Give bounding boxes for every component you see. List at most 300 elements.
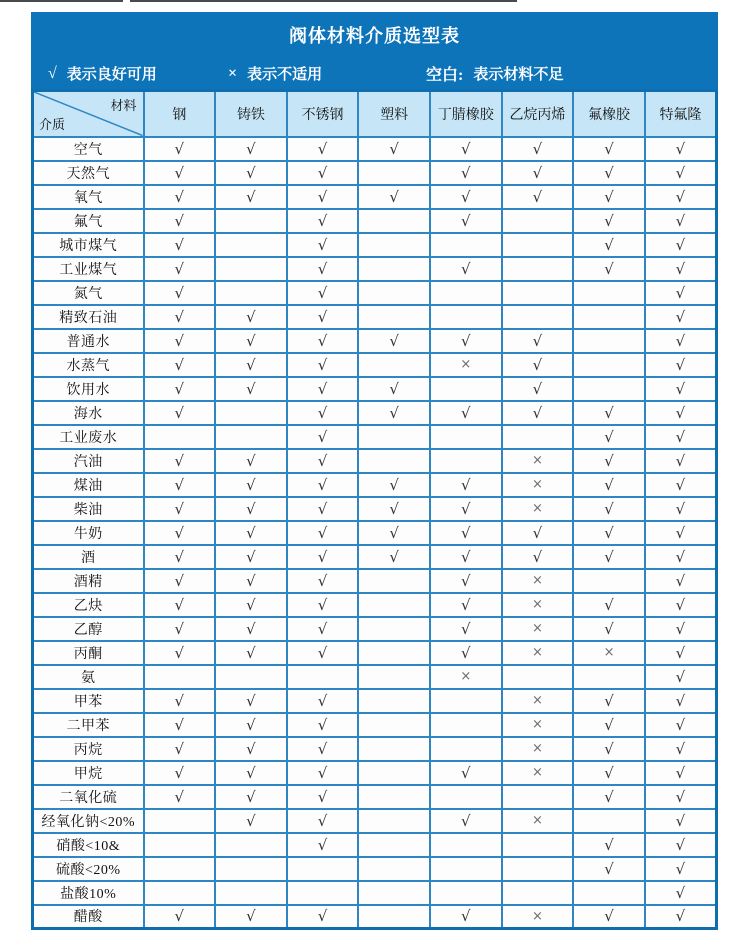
blank-cell [502, 857, 574, 881]
medium-label: 甲烷 [33, 761, 144, 785]
check-mark: √ [358, 329, 430, 353]
blank-cell [502, 833, 574, 857]
column-header-8: 特氟隆 [645, 91, 717, 137]
check-mark: √ [430, 185, 502, 209]
blank-cell [287, 665, 359, 689]
check-mark: √ [430, 761, 502, 785]
legend-item-unsuitable [228, 63, 378, 84]
check-mark: √ [144, 281, 216, 305]
corner-material-label: 材料 [110, 98, 137, 113]
blank-cell [430, 857, 502, 881]
table-row [33, 809, 717, 833]
check-mark: √ [573, 761, 645, 785]
blank-cell [358, 785, 430, 809]
check-mark: √ [502, 401, 574, 425]
legend-good-text: 表示良好可用 [66, 67, 157, 83]
table-row [33, 473, 717, 497]
check-mark: √ [287, 641, 359, 665]
check-mark: √ [573, 209, 645, 233]
check-mark: √ [573, 473, 645, 497]
check-mark: √ [645, 137, 717, 161]
medium-label: 煤油 [33, 473, 144, 497]
check-mark: √ [430, 905, 502, 929]
blank-cell [430, 233, 502, 257]
check-mark: √ [358, 521, 430, 545]
check-mark: √ [144, 305, 216, 329]
medium-label: 普通水 [33, 329, 144, 353]
table-row [33, 713, 717, 737]
page-title: 阀体材料介质选型表 [289, 26, 460, 46]
table-row [33, 497, 717, 521]
check-mark: √ [144, 161, 216, 185]
medium-label: 经氧化钠<20% [33, 809, 144, 833]
check-mark: √ [573, 401, 645, 425]
column-header-2: 铸铁 [215, 91, 287, 137]
blank-cell [287, 881, 359, 905]
table-row [33, 401, 717, 425]
check-mark: √ [645, 305, 717, 329]
check-mark: √ [358, 401, 430, 425]
blank-cell [358, 713, 430, 737]
check-mark: √ [645, 449, 717, 473]
table-row [33, 617, 717, 641]
blank-cell [215, 665, 287, 689]
check-mark: √ [215, 713, 287, 737]
blank-cell [573, 809, 645, 833]
cross-mark: × [502, 689, 574, 713]
check-mark: √ [358, 185, 430, 209]
legend-row [31, 62, 718, 85]
legend-blank-text: 表示材料不足 [473, 67, 564, 83]
blank-cell [215, 881, 287, 905]
blank-cell [358, 161, 430, 185]
blank-cell [215, 281, 287, 305]
blank-cell [573, 665, 645, 689]
check-mark: √ [645, 329, 717, 353]
blank-cell [502, 209, 574, 233]
blank-cell [358, 761, 430, 785]
check-mark: √ [287, 209, 359, 233]
medium-label: 氟气 [33, 209, 144, 233]
check-mark: √ [144, 905, 216, 929]
material-medium-table [31, 89, 718, 930]
blank-cell [144, 833, 216, 857]
medium-label: 工业煤气 [33, 257, 144, 281]
check-mark: √ [287, 905, 359, 929]
check-mark: √ [144, 401, 216, 425]
medium-label: 天然气 [33, 161, 144, 185]
blank-cell [358, 809, 430, 833]
blank-cell [144, 809, 216, 833]
legend-item-good [48, 63, 228, 84]
cross-mark: × [502, 569, 574, 593]
check-mark: √ [645, 761, 717, 785]
check-mark: √ [573, 833, 645, 857]
blank-cell [144, 857, 216, 881]
check-mark: √ [645, 857, 717, 881]
check-mark: √ [573, 449, 645, 473]
screenshot-edge-artifact [130, 0, 517, 2]
check-mark: √ [287, 785, 359, 809]
check-mark: √ [430, 545, 502, 569]
check-mark: √ [645, 209, 717, 233]
medium-label: 汽油 [33, 449, 144, 473]
medium-label: 饮用水 [33, 377, 144, 401]
table-row [33, 305, 717, 329]
cross-legend-icon: × [228, 64, 238, 82]
check-mark: √ [573, 689, 645, 713]
cross-mark: × [502, 473, 574, 497]
cross-mark: × [502, 737, 574, 761]
check-mark: √ [430, 521, 502, 545]
check-mark: √ [502, 329, 574, 353]
check-mark: √ [287, 761, 359, 785]
medium-label: 水蒸气 [33, 353, 144, 377]
table-row [33, 353, 717, 377]
cross-mark: × [502, 641, 574, 665]
check-mark: √ [215, 497, 287, 521]
check-mark: √ [287, 473, 359, 497]
table-row [33, 641, 717, 665]
table-row [33, 545, 717, 569]
header-row [33, 91, 717, 137]
medium-label: 精致石油 [33, 305, 144, 329]
blank-cell [502, 233, 574, 257]
check-mark: √ [287, 185, 359, 209]
check-mark: √ [573, 233, 645, 257]
check-mark: √ [645, 593, 717, 617]
check-mark: √ [573, 497, 645, 521]
table-row [33, 521, 717, 545]
check-mark: √ [287, 545, 359, 569]
check-mark: √ [645, 545, 717, 569]
check-mark: √ [645, 497, 717, 521]
blank-legend-label: 空白: [426, 67, 464, 84]
blank-cell [573, 329, 645, 353]
check-mark: √ [144, 257, 216, 281]
check-mark: √ [645, 809, 717, 833]
table-row [33, 857, 717, 881]
table-row [33, 281, 717, 305]
blank-cell [430, 737, 502, 761]
corner-medium-label: 介质 [39, 116, 66, 132]
medium-label: 硝酸<10& [33, 833, 144, 857]
table-row [33, 425, 717, 449]
column-header-7: 氟橡胶 [573, 91, 645, 137]
check-mark: √ [144, 449, 216, 473]
table-row [33, 161, 717, 185]
column-header-3: 不锈钢 [287, 91, 359, 137]
check-mark: √ [573, 593, 645, 617]
check-mark: √ [502, 161, 574, 185]
blank-cell [358, 689, 430, 713]
medium-label: 氨 [33, 665, 144, 689]
check-mark: √ [144, 329, 216, 353]
medium-label: 乙炔 [33, 593, 144, 617]
blank-cell [430, 833, 502, 857]
check-mark: √ [287, 137, 359, 161]
check-mark: √ [430, 569, 502, 593]
blank-cell [573, 881, 645, 905]
blank-cell [358, 569, 430, 593]
blank-cell [502, 425, 574, 449]
check-mark: √ [645, 353, 717, 377]
check-mark: √ [430, 257, 502, 281]
check-mark: √ [287, 833, 359, 857]
table-row [33, 689, 717, 713]
check-mark: √ [287, 305, 359, 329]
blank-cell [573, 305, 645, 329]
check-mark: √ [645, 377, 717, 401]
title-band [31, 12, 718, 89]
check-mark: √ [287, 377, 359, 401]
blank-cell [573, 353, 645, 377]
check-mark: √ [144, 137, 216, 161]
check-mark: √ [645, 185, 717, 209]
table-row [33, 665, 717, 689]
check-legend-icon: √ [48, 64, 57, 82]
check-mark: √ [573, 737, 645, 761]
check-mark: √ [573, 713, 645, 737]
table-row [33, 905, 717, 929]
check-mark: √ [645, 233, 717, 257]
blank-cell [358, 353, 430, 377]
check-mark: √ [144, 233, 216, 257]
check-mark: √ [144, 209, 216, 233]
check-mark: √ [215, 689, 287, 713]
check-mark: √ [215, 161, 287, 185]
blank-cell [358, 257, 430, 281]
medium-label: 酒精 [33, 569, 144, 593]
blank-cell [358, 449, 430, 473]
medium-label: 氧气 [33, 185, 144, 209]
blank-cell [358, 305, 430, 329]
legend-unsuitable-text: 表示不适用 [247, 67, 323, 83]
cross-mark: × [502, 497, 574, 521]
check-mark: √ [573, 521, 645, 545]
blank-cell [358, 209, 430, 233]
blank-cell [358, 233, 430, 257]
cross-mark: × [502, 449, 574, 473]
blank-cell [358, 857, 430, 881]
medium-label: 城市煤气 [33, 233, 144, 257]
blank-cell [573, 281, 645, 305]
cross-mark: × [502, 809, 574, 833]
cross-mark: × [502, 761, 574, 785]
check-mark: √ [573, 857, 645, 881]
check-mark: √ [573, 257, 645, 281]
cross-mark: × [430, 665, 502, 689]
blank-cell [358, 641, 430, 665]
check-mark: √ [287, 281, 359, 305]
table-row [33, 881, 717, 905]
check-mark: √ [215, 521, 287, 545]
medium-label: 柴油 [33, 497, 144, 521]
check-mark: √ [215, 185, 287, 209]
check-mark: √ [215, 569, 287, 593]
cross-mark: × [502, 593, 574, 617]
check-mark: √ [430, 593, 502, 617]
check-mark: √ [358, 137, 430, 161]
blank-cell [430, 689, 502, 713]
medium-label: 工业废水 [33, 425, 144, 449]
check-mark: √ [430, 641, 502, 665]
blank-cell [358, 281, 430, 305]
table-row [33, 329, 717, 353]
check-mark: √ [645, 281, 717, 305]
table-row [33, 569, 717, 593]
check-mark: √ [215, 449, 287, 473]
medium-label: 醋酸 [33, 905, 144, 929]
check-mark: √ [215, 377, 287, 401]
blank-cell [144, 425, 216, 449]
blank-cell [430, 305, 502, 329]
check-mark: √ [215, 761, 287, 785]
check-mark: √ [144, 185, 216, 209]
check-mark: √ [287, 617, 359, 641]
check-mark: √ [287, 401, 359, 425]
check-mark: √ [215, 329, 287, 353]
medium-label: 甲苯 [33, 689, 144, 713]
medium-label: 硫酸<20% [33, 857, 144, 881]
check-mark: √ [287, 257, 359, 281]
blank-cell [430, 377, 502, 401]
check-mark: √ [502, 521, 574, 545]
media-table-body [33, 137, 717, 929]
check-mark: √ [144, 689, 216, 713]
blank-cell [430, 881, 502, 905]
check-mark: √ [144, 761, 216, 785]
table-row [33, 737, 717, 761]
check-mark: √ [573, 425, 645, 449]
table-row [33, 593, 717, 617]
column-header-5: 丁腈橡胶 [430, 91, 502, 137]
check-mark: √ [144, 497, 216, 521]
medium-label: 乙醇 [33, 617, 144, 641]
column-header-1: 钢 [144, 91, 216, 137]
check-mark: √ [215, 905, 287, 929]
medium-label: 盐酸10% [33, 881, 144, 905]
column-header-4: 塑料 [358, 91, 430, 137]
screenshot-edge-artifact [0, 0, 123, 2]
check-mark: √ [645, 713, 717, 737]
check-mark: √ [287, 233, 359, 257]
check-mark: √ [287, 521, 359, 545]
check-mark: √ [645, 569, 717, 593]
check-mark: √ [645, 425, 717, 449]
blank-cell [573, 377, 645, 401]
check-mark: √ [215, 617, 287, 641]
table-header [33, 91, 717, 137]
check-mark: √ [287, 161, 359, 185]
check-mark: √ [645, 881, 717, 905]
table-row [33, 233, 717, 257]
blank-cell [430, 449, 502, 473]
check-mark: √ [430, 137, 502, 161]
medium-label: 酒 [33, 545, 144, 569]
check-mark: √ [144, 377, 216, 401]
check-mark: √ [645, 737, 717, 761]
blank-cell [215, 233, 287, 257]
blank-cell [144, 665, 216, 689]
check-mark: √ [502, 137, 574, 161]
check-mark: √ [645, 665, 717, 689]
medium-label: 牛奶 [33, 521, 144, 545]
check-mark: √ [573, 545, 645, 569]
blank-cell [502, 305, 574, 329]
legend-item-blank [426, 62, 563, 85]
blank-cell [215, 401, 287, 425]
medium-label: 氮气 [33, 281, 144, 305]
check-mark: √ [573, 185, 645, 209]
blank-cell [502, 785, 574, 809]
blank-cell [215, 257, 287, 281]
medium-label: 空气 [33, 137, 144, 161]
check-mark: √ [287, 809, 359, 833]
check-mark: √ [430, 209, 502, 233]
check-mark: √ [430, 473, 502, 497]
check-mark: √ [502, 185, 574, 209]
table-row [33, 209, 717, 233]
cross-mark: × [573, 641, 645, 665]
blank-cell [358, 425, 430, 449]
check-mark: √ [645, 833, 717, 857]
blank-cell [144, 881, 216, 905]
check-mark: √ [358, 497, 430, 521]
blank-cell [430, 425, 502, 449]
table-row [33, 761, 717, 785]
blank-cell [358, 737, 430, 761]
check-mark: √ [144, 593, 216, 617]
check-mark: √ [144, 641, 216, 665]
medium-label: 丙烷 [33, 737, 144, 761]
blank-cell [430, 785, 502, 809]
check-mark: √ [215, 473, 287, 497]
cross-mark: × [502, 617, 574, 641]
check-mark: √ [215, 593, 287, 617]
check-mark: √ [645, 521, 717, 545]
medium-label: 二氧化硫 [33, 785, 144, 809]
blank-cell [215, 425, 287, 449]
cross-mark: × [502, 905, 574, 929]
check-mark: √ [645, 617, 717, 641]
medium-label: 海水 [33, 401, 144, 425]
check-mark: √ [287, 353, 359, 377]
check-mark: √ [287, 737, 359, 761]
check-mark: √ [645, 257, 717, 281]
check-mark: √ [144, 353, 216, 377]
check-mark: √ [358, 377, 430, 401]
check-mark: √ [287, 593, 359, 617]
check-mark: √ [358, 545, 430, 569]
check-mark: √ [645, 473, 717, 497]
cross-mark: × [502, 713, 574, 737]
cross-mark: × [430, 353, 502, 377]
check-mark: √ [287, 713, 359, 737]
corner-header-cell [33, 91, 144, 137]
table-row [33, 257, 717, 281]
blank-cell [358, 617, 430, 641]
check-mark: √ [215, 809, 287, 833]
check-mark: √ [215, 641, 287, 665]
check-mark: √ [502, 377, 574, 401]
check-mark: √ [358, 473, 430, 497]
check-mark: √ [430, 329, 502, 353]
check-mark: √ [287, 569, 359, 593]
check-mark: √ [430, 617, 502, 641]
check-mark: √ [144, 521, 216, 545]
blank-cell [358, 881, 430, 905]
